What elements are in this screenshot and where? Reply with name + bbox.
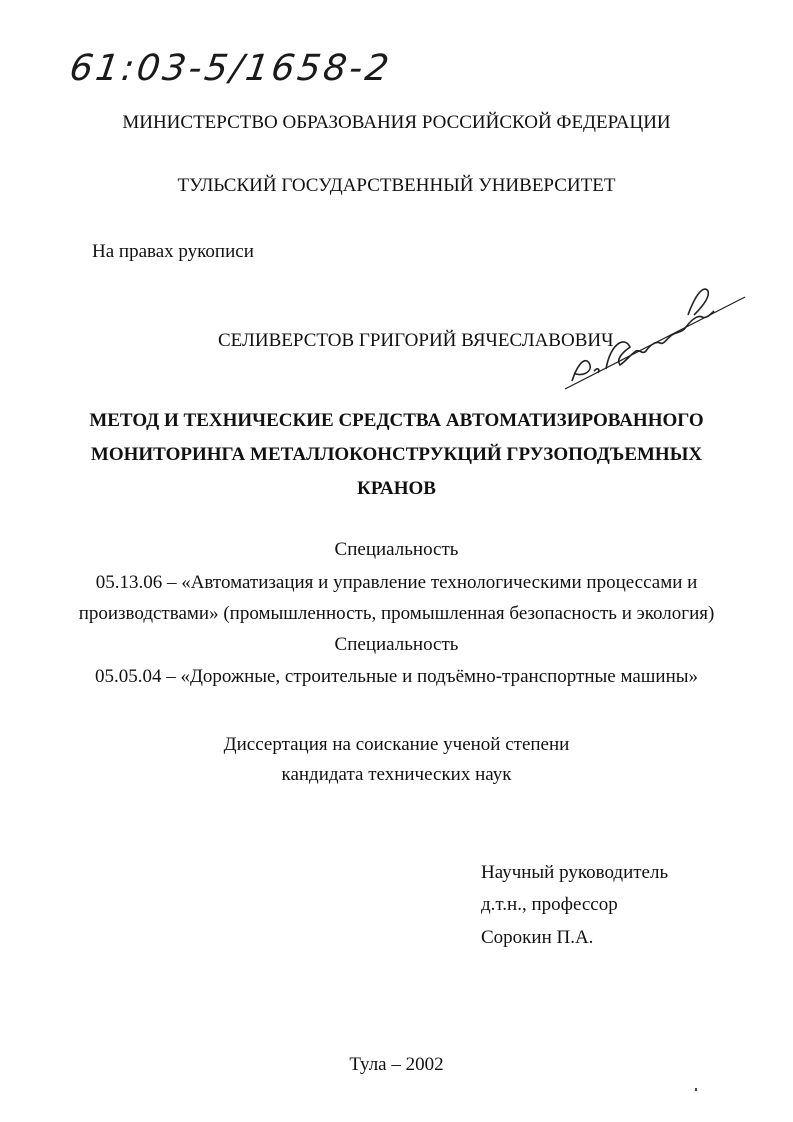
dissertation-degree-line-2: кандидата технических наук <box>281 764 512 785</box>
specialty-label-1: Специальность <box>334 539 459 560</box>
dissertation-title-line-2: МОНИТОРИНГА МЕТАЛЛОКОНСТРУКЦИЙ ГРУЗОПОДЪЕМНЫХ <box>90 444 703 465</box>
specialty-label-2: Специальность <box>334 634 459 655</box>
supervisor-degree: д.т.н., профессор <box>481 894 618 915</box>
dissertation-degree-line-1: Диссертация на соискание ученой степени <box>223 734 570 755</box>
author-signature <box>560 285 760 395</box>
manuscript-rights: На правах рукописи <box>92 241 254 262</box>
university-heading: ТУЛЬСКИЙ ГОСУДАРСТВЕННЫЙ УНИВЕРСИТЕТ <box>177 175 616 196</box>
ministry-heading: МИНИСТЕРСТВО ОБРАЗОВАНИЯ РОССИЙСКОЙ ФЕДЕРАЦИИ <box>122 112 671 133</box>
registration-number: 61:03-5/1658-2 <box>67 48 395 89</box>
author-name: СЕЛИВЕРСТОВ ГРИГОРИЙ ВЯЧЕСЛАВОВИЧ <box>218 330 614 351</box>
city-year: Тула – 2002 <box>349 1054 444 1075</box>
supervisor-label: Научный руководитель <box>481 862 669 883</box>
scan-artifact <box>695 1088 697 1091</box>
specialty-1-line-2: производствами» (промышленность, промышленная безопасность и экология) <box>78 603 715 624</box>
dissertation-title-line-1: МЕТОД И ТЕХНИЧЕСКИЕ СРЕДСТВА АВТОМАТИЗИРОВАННОГО <box>89 410 704 431</box>
dissertation-title-line-3: КРАНОВ <box>357 478 436 499</box>
specialty-1-line-1: 05.13.06 – «Автоматизация и управление технологическими процессами и <box>95 572 698 593</box>
supervisor-name: Сорокин П.А. <box>481 927 594 948</box>
specialty-2: 05.05.04 – «Дорожные, строительные и подъёмно-транспортные машины» <box>94 666 699 687</box>
